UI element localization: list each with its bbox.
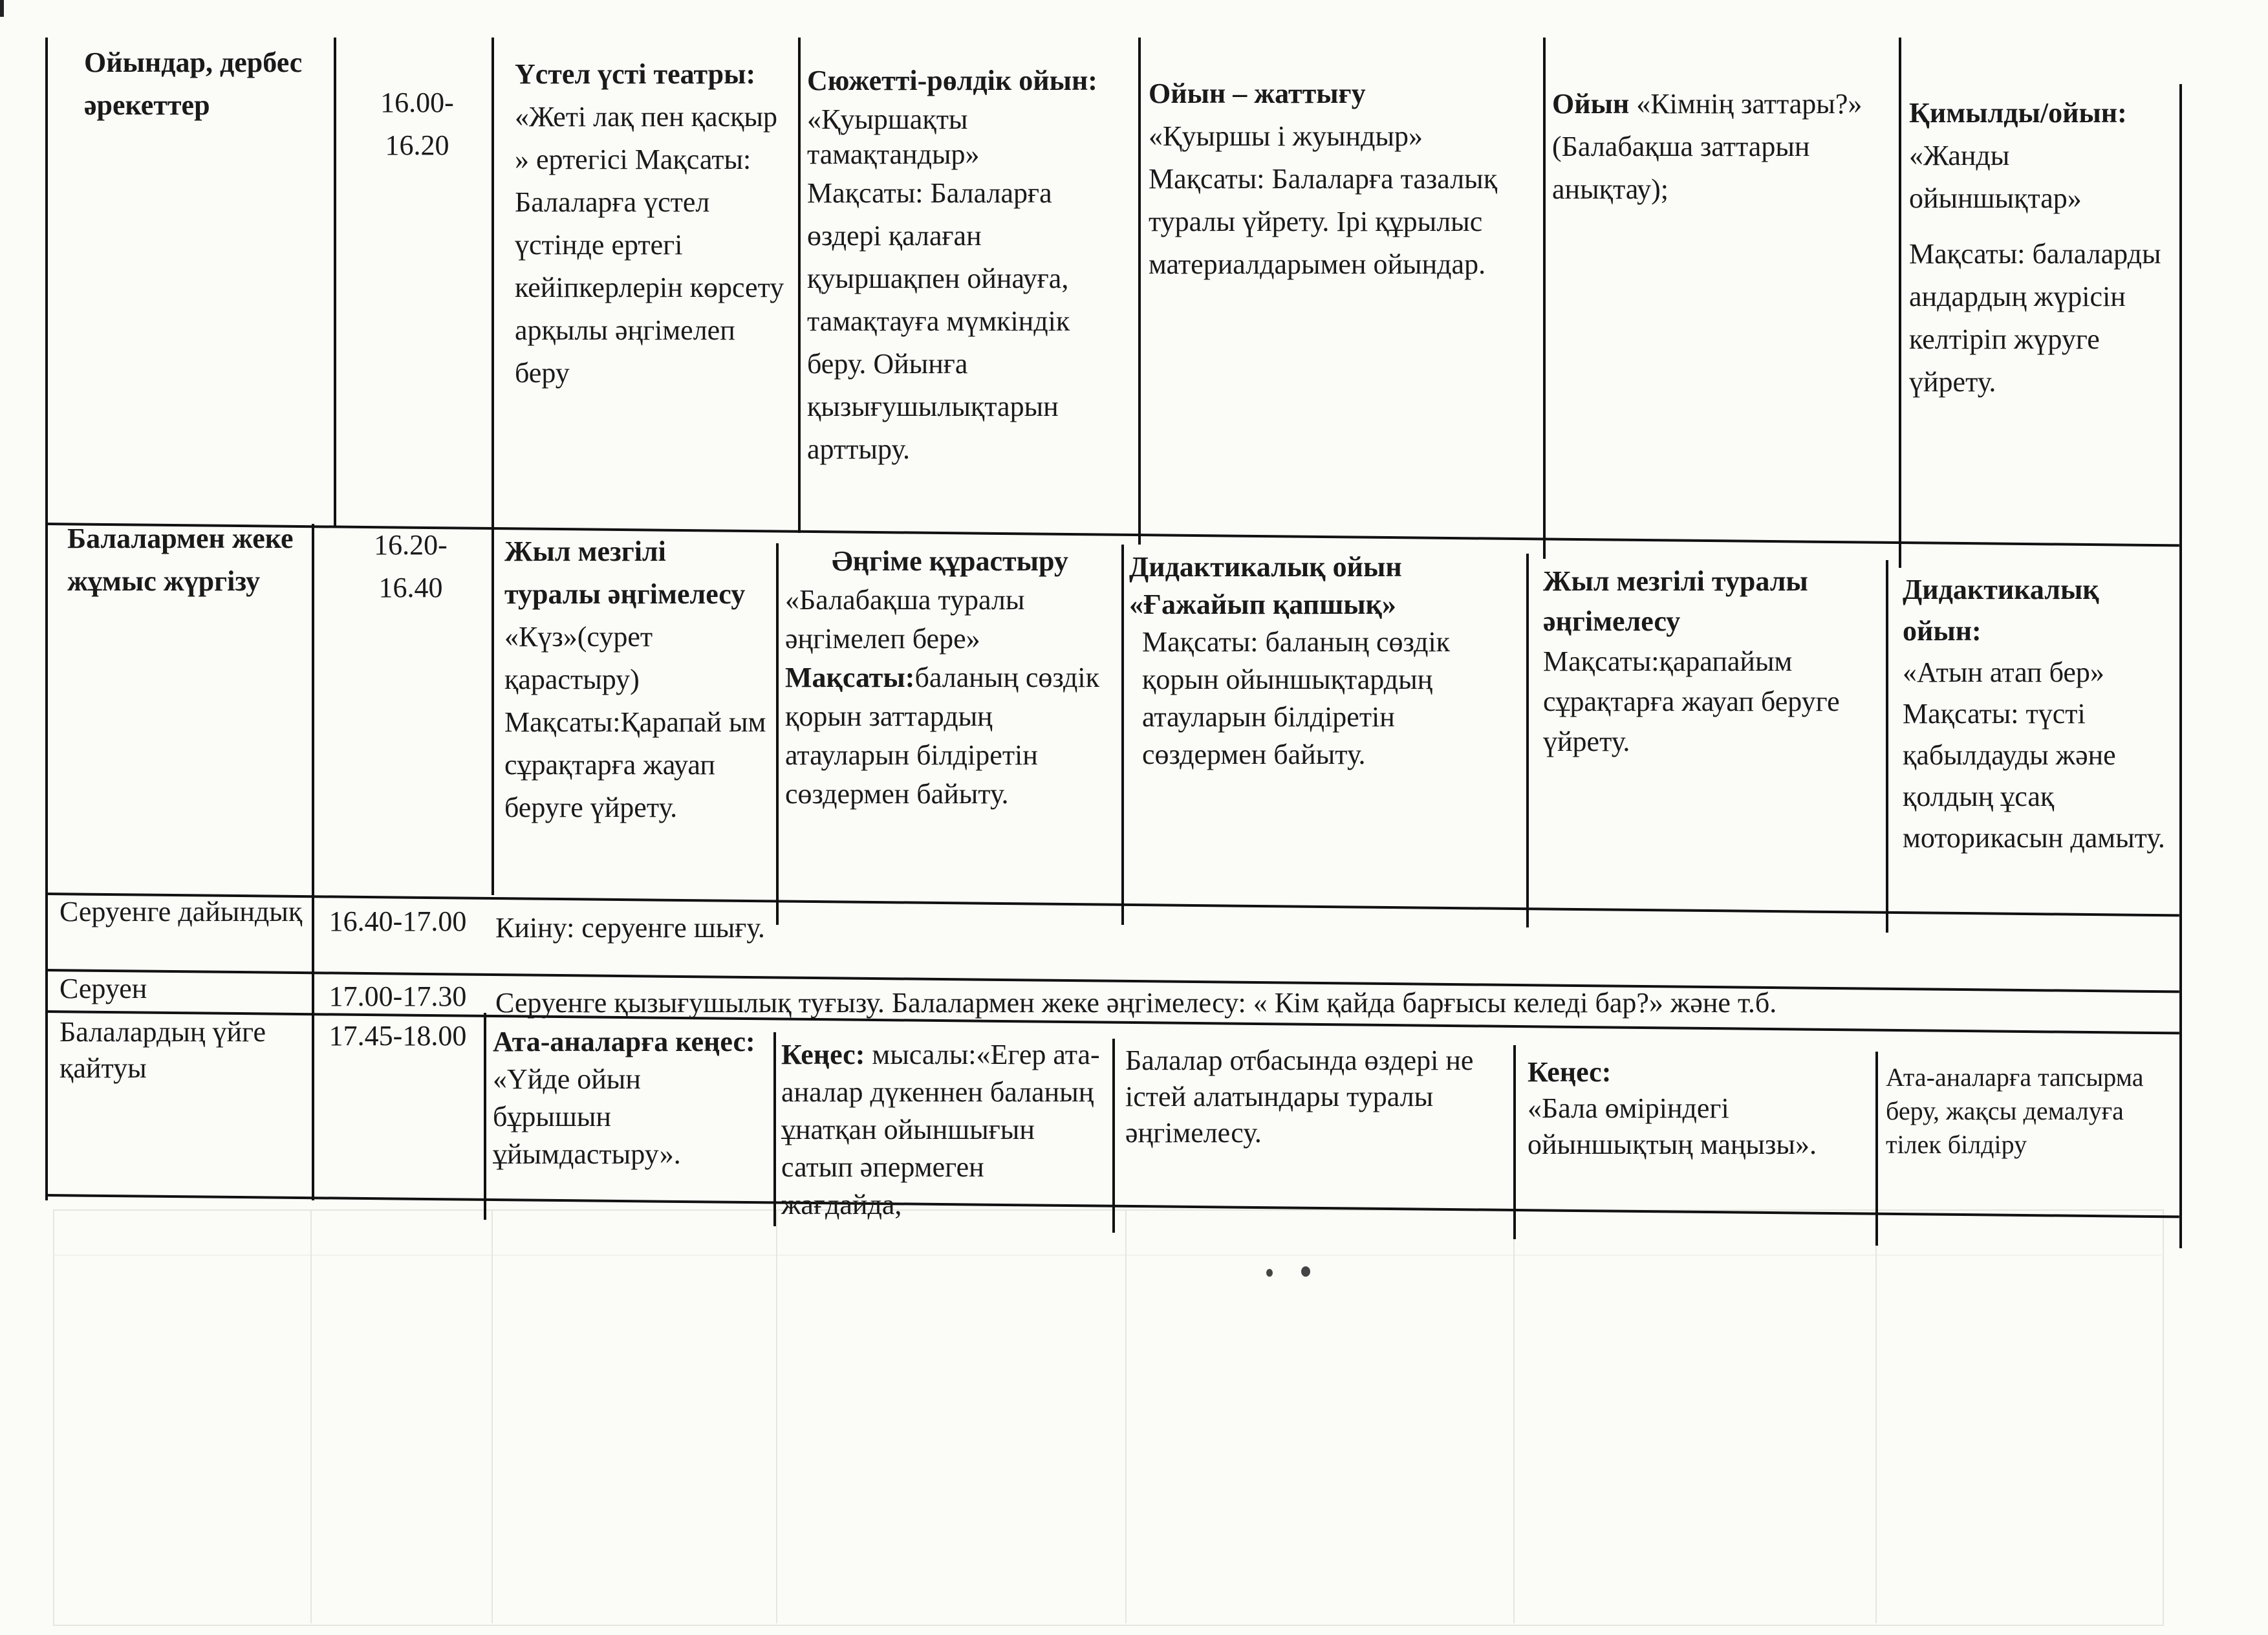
cell-title: Ата-аналарға кеңес: xyxy=(493,1026,755,1057)
merged-cell: Киіну: серуенге шығу. xyxy=(495,912,765,944)
table-border xyxy=(312,524,314,1200)
cell-text: «Үйде ойын бұрышын ұйымдастыру». xyxy=(493,1063,681,1170)
cell-text: Мақсаты: балаларды андардың жүрісін келтіріп жүруге үйрету. xyxy=(1909,238,2161,398)
cell-title: Әңгіме құрастыру xyxy=(832,545,1068,577)
table-border xyxy=(1899,38,1901,568)
cell-text: «Атын атап бер» Мақсаты: түсті қабылдауды және қолдың ұсақ моторикасын дамыту. xyxy=(1903,656,2165,854)
cell-text: Мақсаты: баланың сөздік қорын ойыншықтардың атауларын білдіретін сөздермен байыту. xyxy=(1142,626,1451,770)
scan-speck xyxy=(1266,1269,1273,1277)
bleed-through-rule xyxy=(310,1209,312,1623)
cell-quote: «Жанды ойыншықтар» xyxy=(1909,140,2082,214)
plan-cell xyxy=(807,60,1124,471)
cell-title: Дидактикалық ойын «Ғажайып қапшық» xyxy=(1129,551,1402,620)
scan-edge-mark xyxy=(0,0,4,17)
plan-cell xyxy=(1909,92,2174,404)
plan-cell xyxy=(1149,72,1530,286)
plan-cell xyxy=(781,1036,1105,1224)
cell-text: мысалы:«Егер ата-аналар дүкеннен баланың ұнатқан ойыншығын сатып әпермеген жағдайда, xyxy=(781,1039,1100,1220)
row-activity: Ойындар, дербес әрекеттер xyxy=(84,47,303,121)
cell-text: баланың сөздік қорын заттардың атауларын білдіретін сөздермен байыту. xyxy=(785,662,1099,810)
plan-cell xyxy=(1903,569,2168,859)
plan-cell xyxy=(493,1023,764,1173)
plan-cell xyxy=(1528,1054,1864,1163)
cell-title: Дидактикалық ойын: xyxy=(1903,574,2099,647)
cell-text: Мақсаты: Балаларға өздері қалаған қуыршақпен ойнауға, тамақтауға мүмкіндік беру. Ойынға қызығушылықтарын арттыру. xyxy=(807,177,1070,465)
table-border xyxy=(1886,560,1888,933)
row-time: 17.45-18.00 xyxy=(329,1020,467,1052)
row-time: 16.00-16.20 xyxy=(380,87,454,161)
plan-cell xyxy=(1552,83,1882,211)
table-border xyxy=(798,38,801,533)
table-border xyxy=(334,38,336,526)
bleed-through-table xyxy=(53,1209,2164,1626)
cell-title: Кеңес: xyxy=(1528,1056,1612,1088)
row-time: 16.40-17.00 xyxy=(329,905,467,937)
bleed-through-rule xyxy=(1125,1209,1127,1623)
cell-title: Сюжетті-рөлдік ойын: xyxy=(807,65,1097,96)
bleed-through-rule xyxy=(776,1209,777,1623)
table-border xyxy=(491,38,494,895)
cell-title: Ойын xyxy=(1552,88,1630,120)
cell-title: Жыл мезгілі туралы әңгімелесу xyxy=(504,536,746,610)
cell-text: «Күз»(сурет қарастыру) Мақсаты:Қарапай ым сұрақтарға жауап беруге үйрету. xyxy=(504,621,766,823)
bleed-through-rule xyxy=(1875,1209,1877,1623)
scan-speck xyxy=(1301,1266,1310,1277)
table-border xyxy=(1543,38,1546,559)
cell-quote: «Қуыршақты тамақтандыр» xyxy=(807,103,980,170)
table-border xyxy=(1112,1039,1115,1233)
plan-cell xyxy=(1125,1043,1507,1151)
row-time: 17.00-17.30 xyxy=(329,980,467,1012)
table-border xyxy=(776,543,779,925)
table-border xyxy=(773,1032,776,1226)
cell-text: «Бала өміріндегі ойыншықтың маңызы». xyxy=(1528,1092,1817,1160)
plan-cell xyxy=(504,530,766,829)
plan-cell xyxy=(1129,548,1524,774)
cell-title: Жыл мезгілі туралы әңгімелесу xyxy=(1543,565,1808,637)
cell-text: Мақсаты:қарапайым сұрақтарға жауап беруге үйрету. xyxy=(1543,645,1840,757)
cell-label: Мақсаты: xyxy=(785,662,915,693)
row-time: 16.20-16.40 xyxy=(374,529,448,603)
cell-title: Кеңес: xyxy=(781,1039,865,1070)
cell-text: Балалар отбасында өздері не істей алатындары туралы әңгімелесу. xyxy=(1125,1045,1474,1149)
cell-title: Қимылды/ойын: xyxy=(1909,97,2127,129)
table-border xyxy=(484,1013,486,1220)
cell-title: Үстел үсті театры: xyxy=(515,58,756,90)
table-border xyxy=(1138,38,1141,545)
plan-cell xyxy=(785,542,1115,814)
cell-title: Ойын – жаттығу xyxy=(1149,78,1366,109)
row-activity: Серуен xyxy=(59,973,147,1004)
cell-text: «Қуыршы і жуындыр» Мақсаты: Балаларға тазалық туралы үйрету. Ірі құрылыс материалдарымен ойындар. xyxy=(1149,120,1498,280)
table-border xyxy=(1526,554,1529,927)
bleed-through-rule xyxy=(1513,1209,1515,1623)
cell-text: «Жеті лақ пен қасқыр » ертегісі Мақсаты: Балаларға үстел үстінде ертегі кейіпкерлерін көрсету арқылы әңгімелеп беру xyxy=(515,101,784,389)
cell-text: «Кімнің заттары?» (Балабақша заттарын анықтау); xyxy=(1552,88,1863,205)
row-activity: Балалармен жеке жұмыс жүргізу xyxy=(67,523,294,597)
cell-text: Ата-аналарға тапсырма беру, жақсы демалуға тілек білдіру xyxy=(1886,1063,2144,1159)
row-activity: Балалардың үйге қайтуы xyxy=(59,1016,266,1084)
table-border xyxy=(45,38,48,1200)
merged-cell: Серуенге қызығушылық туғызу. Балалармен жеке әңгімелесу: « Кім қайда барғысы келеді бар?» және т.б. xyxy=(495,987,1777,1019)
table-border xyxy=(1875,1052,1878,1246)
bleed-through-rule xyxy=(491,1209,493,1623)
plan-cell xyxy=(1886,1061,2170,1162)
table-border xyxy=(2179,84,2182,1248)
plan-cell xyxy=(1543,561,1873,762)
row-activity: Серуенге дайындық xyxy=(59,896,303,927)
table-border xyxy=(1121,545,1124,925)
cell-quote: «Балабақша туралы әңгімелеп бере» xyxy=(785,584,1025,655)
plan-cell xyxy=(515,53,786,395)
